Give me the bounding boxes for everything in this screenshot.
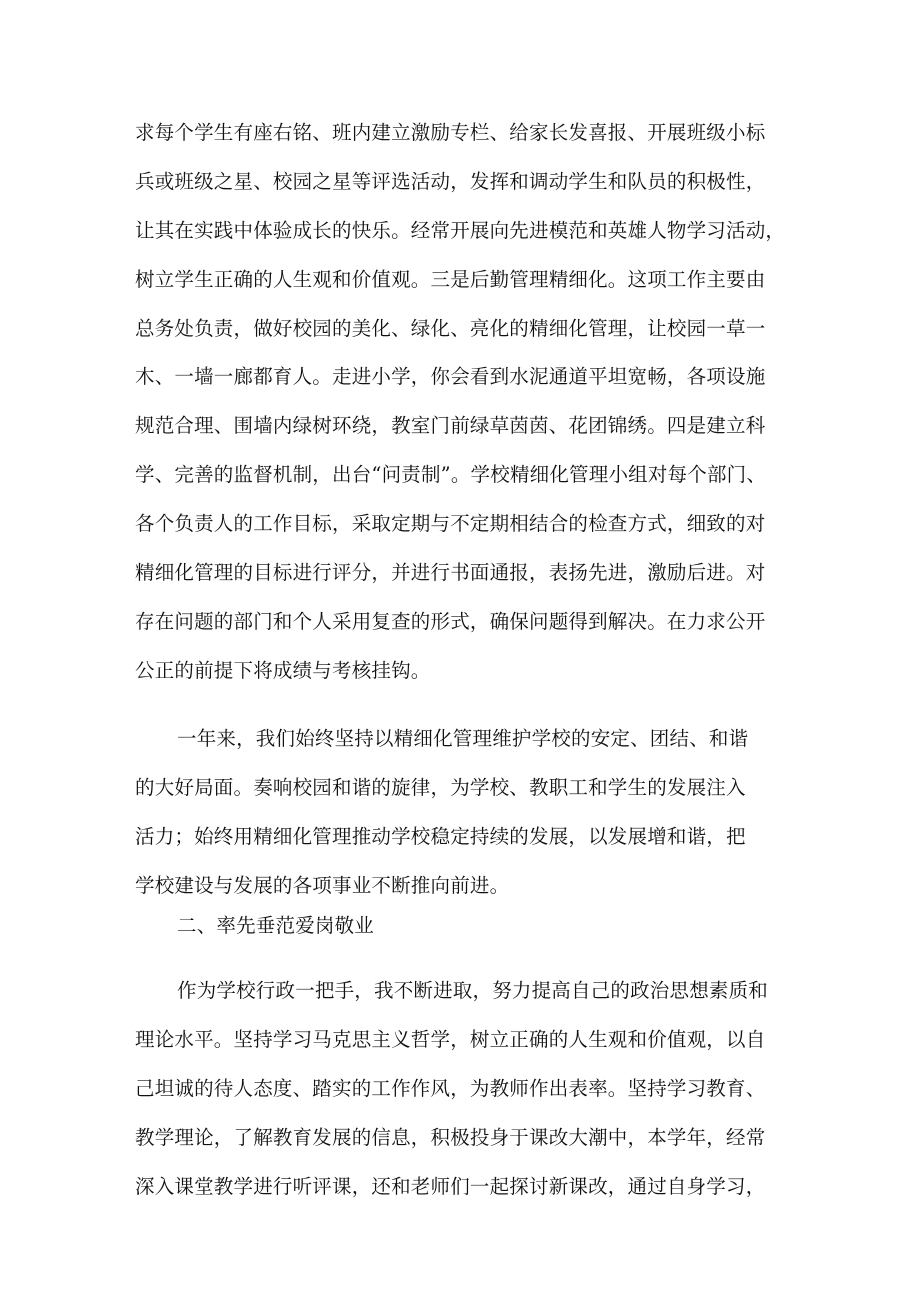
text-line: 存在问题的部门和个人采用复查的形式，确保问题得到解决。在力求公开 — [135, 610, 766, 633]
text-line: 树立学生正确的人生观和价值观。三是后勤管理精细化。这项工作主要由 — [135, 268, 766, 291]
text-line: 的大好局面。奏响校园和谐的旋律，为学校、教职工和学生的发展注入 — [135, 776, 746, 799]
text-line: 理论水平。坚持学习马克思主义哲学，树立正确的人生观和价值观，以自 — [135, 1028, 766, 1051]
text-line: 己坦诚的待人态度、踏实的工作作风，为教师作出表率。坚持学习教育、 — [135, 1077, 766, 1100]
text-line: 活力；始终用精细化管理推动学校稳定持续的发展，以发展增和谐，把 — [135, 825, 746, 848]
text-line: 让其在实践中体验成长的快乐。经常开展向先进模范和英雄人物学习活动， — [135, 219, 786, 242]
text-line: 规范合理、围墙内绿树环绕，教室门前绿草茵茵、花团锦绣。四是建立科 — [135, 414, 766, 437]
text-line: 总务处负责，做好校园的美化、绿化、亮化的精细化管理，让校园一草一 — [135, 317, 766, 340]
text-line: 公正的前提下将成绩与考核挂钩。 — [135, 659, 431, 682]
text-line: 木、一墙一廊都育人。走进小学，你会看到水泥通道平坦宽畅，各项设施 — [135, 365, 766, 388]
text-line: 教学理论，了解教育发展的信息，积极投身于课改大潮中，本学年，经常 — [135, 1126, 766, 1149]
section-heading: 二、率先垂范爱岗敬业 — [177, 914, 375, 937]
text-line: 学、完善的监督机制，出台“问责制”。学校精细化管理小组对每个部门、 — [135, 463, 767, 486]
text-line: 求每个学生有座右铭、班内建立激励专栏、给家长发喜报、开展班级小标 — [135, 121, 766, 144]
text-line: 各个负责人的工作目标，采取定期与不定期相结合的检查方式，细致的对 — [135, 512, 766, 535]
text-line: 精细化管理的目标进行评分，并进行书面通报，表扬先进，激励后进。对 — [135, 561, 766, 584]
text-line: 深入课堂教学进行听评课，还和老师们一起探讨新课改，通过自身学习， — [135, 1175, 766, 1198]
text-line: 学校建设与发展的各项事业不断推向前进。 — [135, 874, 510, 897]
paragraph-first-line: 一年来，我们始终坚持以精细化管理维护学校的安定、团结、和谐 — [177, 727, 749, 750]
text-line: 兵或班级之星、校园之星等评选活动，发挥和调动学生和队员的积极性， — [135, 170, 766, 193]
paragraph-first-line: 作为学校行政一把手，我不断进取，努力提高自己的政治思想素质和 — [177, 979, 769, 1002]
